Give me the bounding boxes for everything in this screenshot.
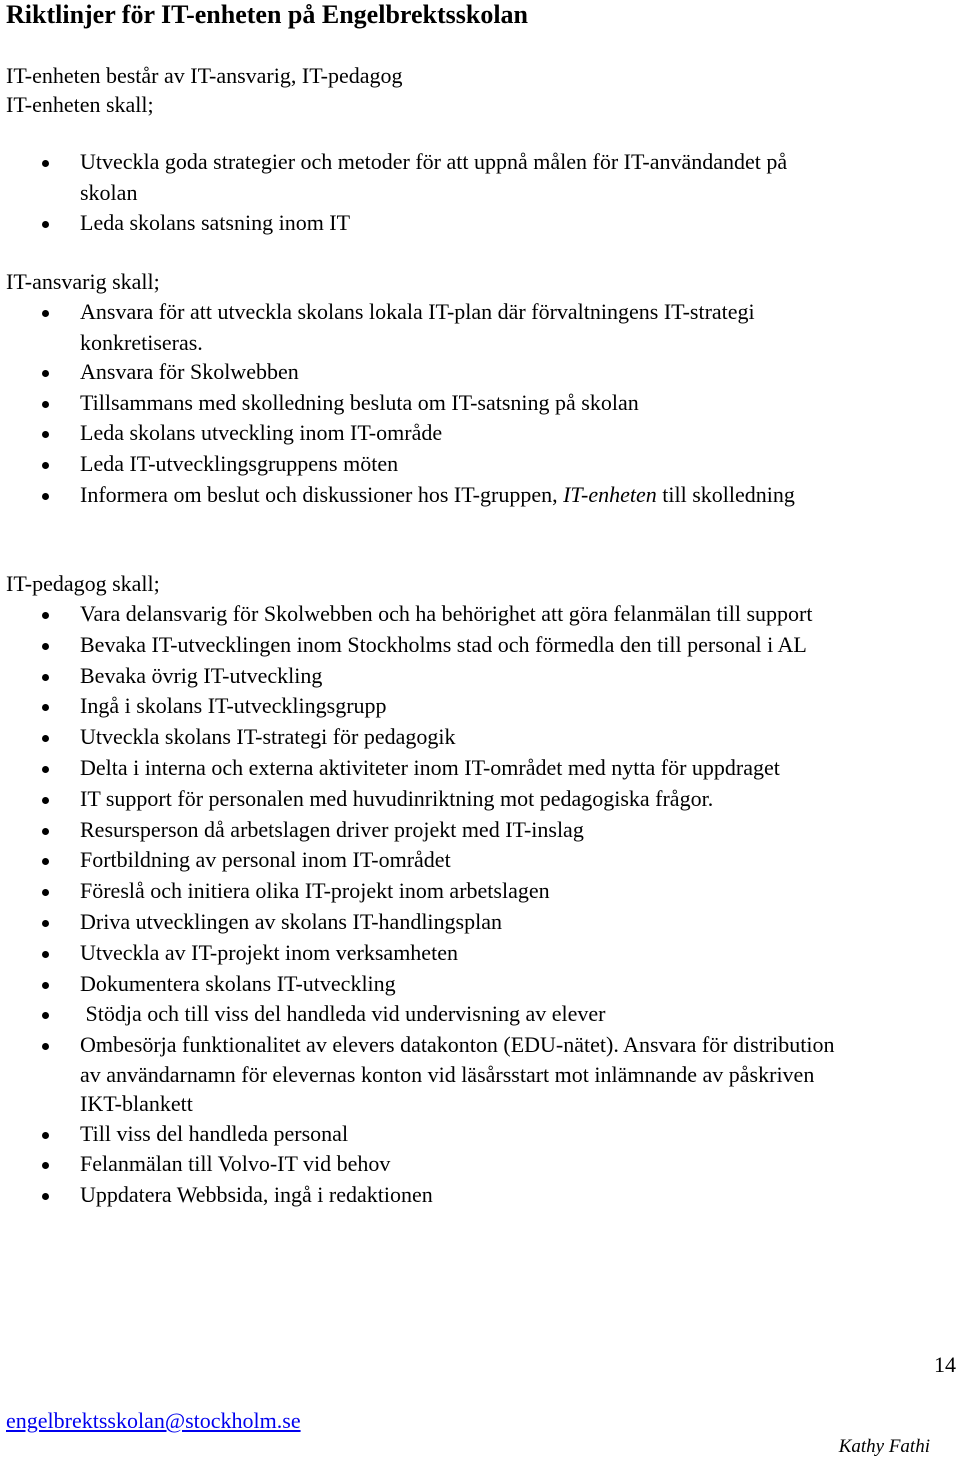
bullet-icon bbox=[42, 1012, 49, 1019]
bullet-icon bbox=[42, 982, 49, 989]
document-title: Riktlinjer för IT-enheten på Engelbrektsskolan bbox=[6, 0, 529, 29]
intro-line-2: IT-enheten skall; bbox=[6, 92, 154, 117]
bullet-icon bbox=[42, 766, 49, 773]
list-item: Ombesörja funktionalitet av elevers datakonton (EDU-nätet). Ansvara för distribution bbox=[0, 1030, 960, 1060]
list-item: Till viss del handleda personal bbox=[0, 1119, 960, 1150]
list-item: Felanmälan till Volvo-IT vid behov bbox=[0, 1149, 960, 1180]
bullet-icon bbox=[42, 1043, 49, 1050]
bullet-icon bbox=[42, 401, 49, 408]
unit-duties-list bbox=[0, 147, 960, 239]
bullet-icon bbox=[42, 1193, 49, 1200]
list-item: Tillsammans med skolledning besluta om IT-satsning på skolan bbox=[0, 388, 960, 419]
list-item-continuation: konkretiseras. bbox=[80, 329, 203, 355]
list-item: Leda IT-utvecklingsgruppens möten bbox=[0, 449, 960, 480]
list-item: Bevaka övrig IT-utveckling bbox=[0, 661, 960, 692]
list-item: Uppdatera Webbsida, ingå i redaktionen bbox=[0, 1180, 960, 1211]
list-item: IT support för personalen med huvudinriktning mot pedagogiska frågor. bbox=[0, 784, 960, 815]
bullet-icon bbox=[42, 370, 49, 377]
page-number: 14 bbox=[934, 1352, 956, 1377]
list-item-continuation: av användarnamn för elevernas konton vid läsårsstart mot inlämnande av påskriven bbox=[80, 1061, 815, 1087]
list-item-continuation: skolan bbox=[80, 179, 138, 205]
list-item: Delta i interna och externa aktiviteter inom IT-området med nytta för uppdraget bbox=[0, 753, 960, 784]
list-item-continuation: IKT-blankett bbox=[80, 1091, 193, 1117]
list-item: Ansvara för Skolwebben bbox=[0, 357, 960, 388]
intro-line-1: IT-enheten består av IT-ansvarig, IT-pedagog bbox=[6, 63, 403, 88]
list-item: Bevaka IT-utvecklingen inom Stockholms stad och förmedla den till personal i AL bbox=[0, 630, 960, 661]
bullet-icon bbox=[42, 889, 49, 896]
bullet-icon bbox=[42, 431, 49, 438]
bullet-icon bbox=[42, 735, 49, 742]
bullet-icon bbox=[42, 858, 49, 865]
list-item: Informera om beslut och diskussioner hos IT-gruppen, IT-enheten till skolledning bbox=[0, 480, 960, 511]
list-item: Ingå i skolans IT-utvecklingsgrupp bbox=[0, 691, 960, 722]
list-item: Utveckla av IT-projekt inom verksamheten bbox=[0, 938, 960, 969]
bullet-icon bbox=[42, 462, 49, 469]
bullet-icon bbox=[42, 160, 49, 167]
bullet-icon bbox=[42, 1132, 49, 1139]
list-item: Utveckla goda strategier och metoder för att uppnå målen för IT-användandet på bbox=[0, 147, 960, 178]
bullet-icon bbox=[42, 221, 49, 228]
bullet-icon bbox=[42, 828, 49, 835]
list-item: Resursperson då arbetslagen driver projekt med IT-inslag bbox=[0, 815, 960, 846]
list-item: Fortbildning av personal inom IT-området bbox=[0, 845, 960, 876]
bullet-icon bbox=[42, 612, 49, 619]
bullet-icon bbox=[42, 920, 49, 927]
bullet-icon bbox=[42, 1162, 49, 1169]
it-pedagog-heading: IT-pedagog skall; bbox=[6, 571, 160, 596]
list-item: Föreslå och initiera olika IT-projekt inom arbetslagen bbox=[0, 876, 960, 907]
list-item: Utveckla skolans IT-strategi för pedagogik bbox=[0, 722, 960, 753]
list-item: Dokumentera skolans IT-utveckling bbox=[0, 969, 960, 1000]
bullet-icon bbox=[42, 704, 49, 711]
it-ansvarig-heading: IT-ansvarig skall; bbox=[6, 269, 160, 294]
list-item: Leda skolans satsning inom IT bbox=[0, 208, 960, 239]
list-item: Stödja och till viss del handleda vid undervisning av elever bbox=[0, 999, 960, 1030]
author-name: Kathy Fathi bbox=[838, 1436, 930, 1457]
list-item: Leda skolans utveckling inom IT-område bbox=[0, 418, 960, 449]
italic-term: IT-enheten bbox=[563, 481, 657, 507]
bullet-icon bbox=[42, 493, 49, 500]
bullet-icon bbox=[42, 643, 49, 650]
list-item: Driva utvecklingen av skolans IT-handlingsplan bbox=[0, 907, 960, 938]
bullet-icon bbox=[42, 951, 49, 958]
it-ansvarig-duties-list bbox=[0, 297, 960, 511]
bullet-icon bbox=[42, 797, 49, 804]
it-pedagog-duties-list bbox=[0, 599, 960, 1211]
email-link[interactable]: engelbrektsskolan@stockholm.se bbox=[6, 1408, 301, 1433]
list-item: Ansvara för att utveckla skolans lokala IT-plan där förvaltningens IT-strategi bbox=[0, 297, 960, 328]
bullet-icon bbox=[42, 674, 49, 681]
list-item: Vara delansvarig för Skolwebben och ha behörighet att göra felanmälan till support bbox=[0, 599, 960, 630]
bullet-icon bbox=[42, 310, 49, 317]
